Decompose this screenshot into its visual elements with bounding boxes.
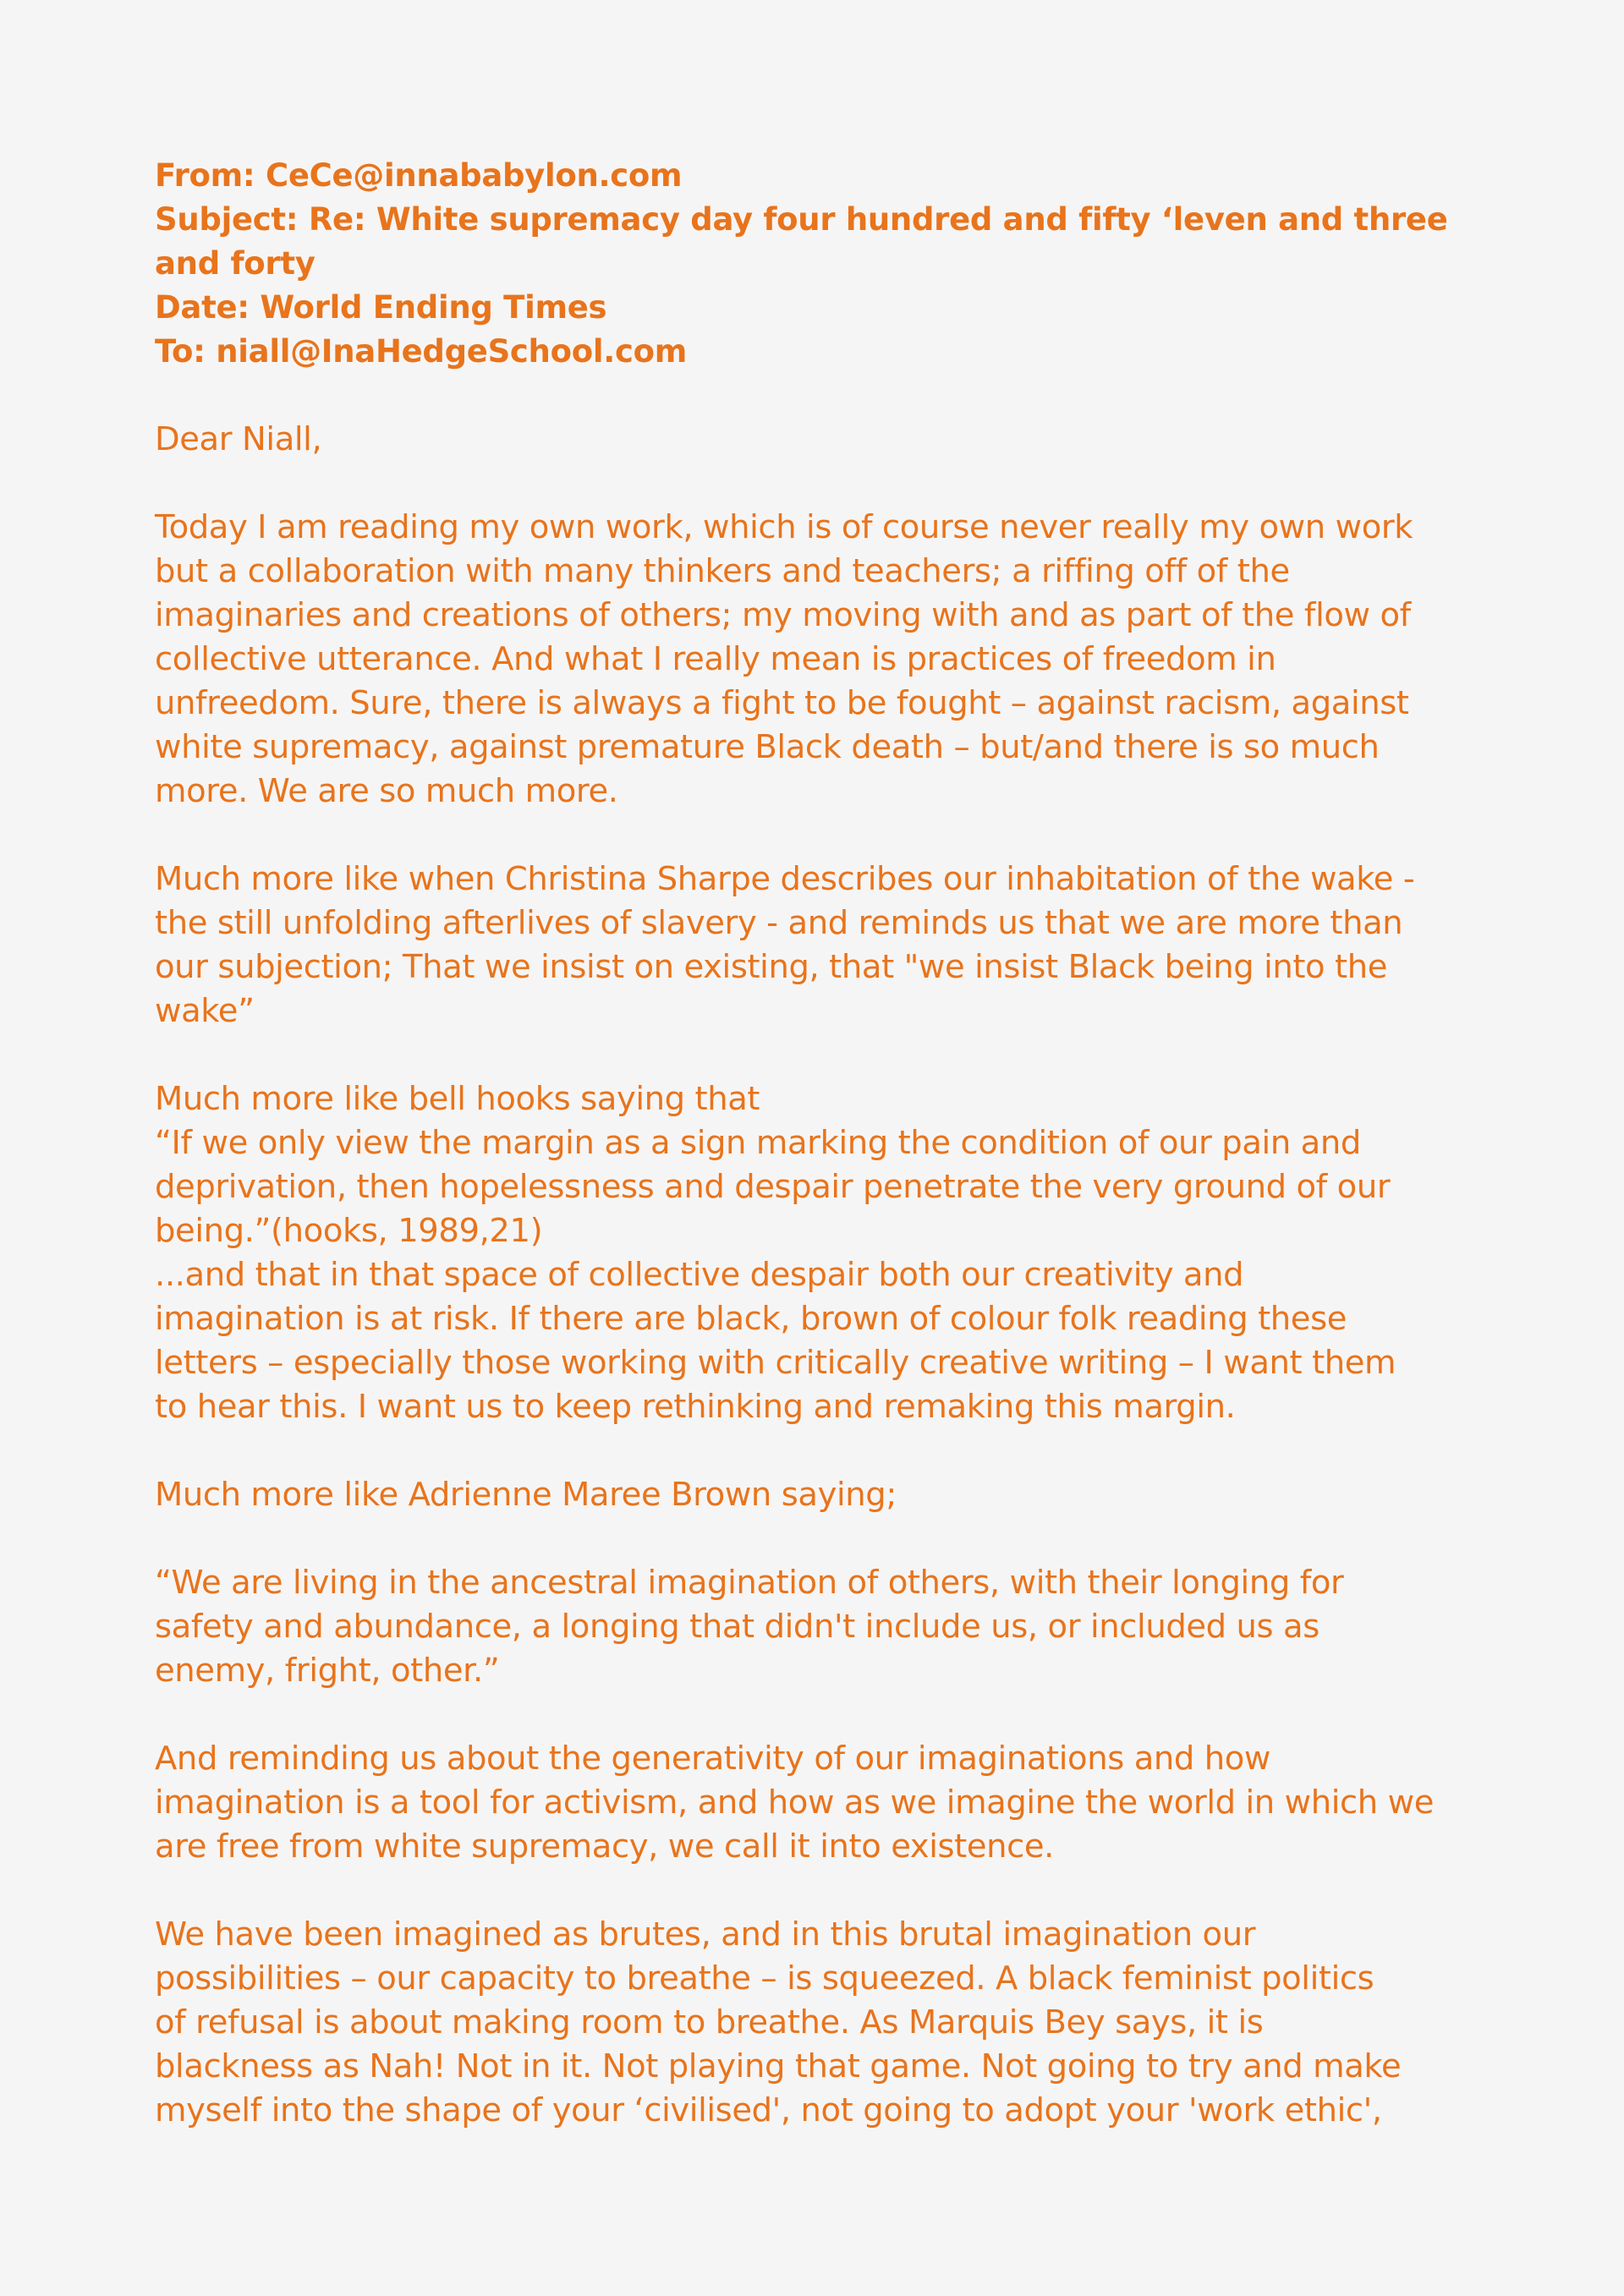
paragraph-line: And reminding us about the generativity of our imaginations and how [155, 1740, 1271, 1778]
email-from: From: CeCe@innababylon.com [155, 157, 683, 194]
greeting-line: Dear Niall, [155, 420, 322, 458]
spacer [155, 374, 1474, 418]
paragraph-line: imagination is a tool for activism, and how as we imagine the world in which we [155, 1784, 1434, 1822]
paragraph-spacer [155, 1033, 1474, 1077]
paragraph-line: “We are living in the ancestral imagination of others, with their longing for [155, 1564, 1344, 1602]
letter-page [155, 154, 1474, 2133]
paragraph-line: Much more like bell hooks saying that [155, 1080, 760, 1118]
body-paragraph [155, 1077, 1474, 1429]
paragraph-line: more. We are so much more. [155, 772, 618, 810]
paragraph-line: safety and abundance, a longing that didn't include us, or included us as [155, 1608, 1320, 1646]
paragraph-line: imagination is at risk. If there are black, brown of colour folk reading these [155, 1300, 1347, 1338]
paragraph-line: the still unfolding afterlives of slavery - and reminds us that we are more than [155, 904, 1403, 942]
paragraph-line: our subjection; That we insist on existing, that "we insist Black being into the [155, 948, 1388, 986]
body-paragraphs [155, 462, 1474, 2133]
paragraph-line: of refusal is about making room to breathe. As Marquis Bey says, it is [155, 2003, 1264, 2041]
email-date: Date: World Ending Times [155, 289, 607, 326]
body-paragraph [155, 858, 1474, 1033]
paragraph-line: Today I am reading my own work, which is of course never really my own work [155, 508, 1413, 546]
paragraph-line: myself into the shape of your ‘civilised', not going to adopt your 'work ethic', [155, 2091, 1382, 2129]
paragraph-line: Much more like Adrienne Maree Brown saying; [155, 1476, 897, 1514]
paragraph-line: letters – especially those working with critically creative writing – I want them [155, 1344, 1396, 1382]
paragraph-line: possibilities – our capacity to breathe – is squeezed. A black feminist politics [155, 1959, 1374, 1997]
greeting [155, 418, 1474, 462]
paragraph-line: imaginaries and creations of others; my moving with and as part of the flow of [155, 596, 1411, 634]
paragraph-line: ...and that in that space of collective despair both our creativity and [155, 1256, 1244, 1294]
paragraph-spacer [155, 1429, 1474, 1473]
paragraph-line: blackness as Nah! Not in it. Not playing that game. Not going to try and make [155, 2047, 1402, 2085]
paragraph-line: but a collaboration with many thinkers and teachers; a riffing off of the [155, 552, 1290, 590]
email-to: To: niall@InaHedgeSchool.com [155, 333, 687, 370]
paragraph-line: being.”(hooks, 1989,21) [155, 1212, 543, 1250]
paragraph-spacer [155, 814, 1474, 858]
body-paragraph [155, 1737, 1474, 1869]
body-paragraph [155, 1561, 1474, 1693]
email-subject-line-2: and forty [155, 245, 315, 282]
paragraph-spacer [155, 1869, 1474, 1913]
paragraph-line: collective utterance. And what I really mean is practices of freedom in [155, 640, 1276, 678]
email-body [155, 418, 1474, 2133]
body-paragraph [155, 1473, 1474, 1517]
paragraph-line: We have been imagined as brutes, and in this brutal imagination our [155, 1915, 1256, 1954]
paragraph-line: unfreedom. Sure, there is always a fight to be fought – against racism, against [155, 684, 1409, 722]
paragraph-line: are free from white supremacy, we call it into existence. [155, 1827, 1055, 1866]
paragraph-spacer [155, 462, 1474, 506]
paragraph-line: Much more like when Christina Sharpe describes our inhabitation of the wake - [155, 860, 1415, 898]
paragraph-line: “If we only view the margin as a sign marking the condition of our pain and [155, 1124, 1361, 1162]
paragraph-line: to hear this. I want us to keep rethinking and remaking this margin. [155, 1388, 1236, 1426]
paragraph-line: wake” [155, 992, 255, 1030]
paragraph-line: white supremacy, against premature Black death – but/and there is so much [155, 728, 1380, 766]
paragraph-line: enemy, fright, other.” [155, 1652, 500, 1690]
body-paragraph [155, 1913, 1474, 2133]
paragraph-line: deprivation, then hopelessness and despair penetrate the very ground of our [155, 1168, 1391, 1206]
email-header [155, 154, 1474, 374]
body-paragraph [155, 506, 1474, 814]
paragraph-spacer [155, 1517, 1474, 1561]
paragraph-spacer [155, 1693, 1474, 1737]
email-subject-line-1: Subject: Re: White supremacy day four hundred and fifty ‘leven and three [155, 201, 1448, 238]
